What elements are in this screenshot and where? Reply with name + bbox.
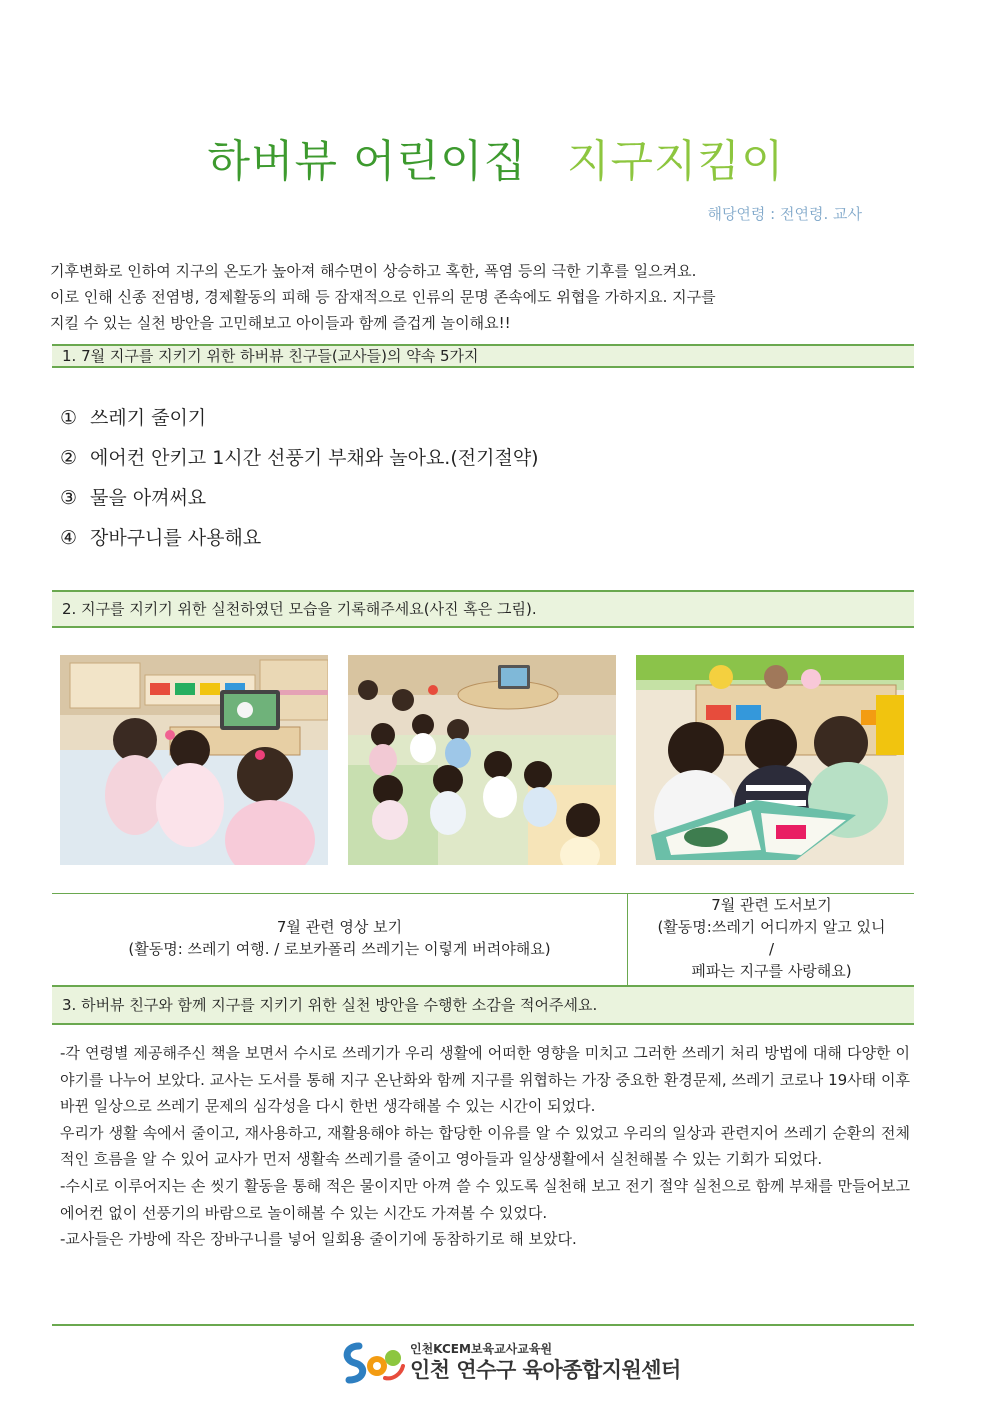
promise-text: 물을 아껴써요 <box>90 487 207 509</box>
promise-item <box>60 482 539 522</box>
photo-captions <box>52 893 914 986</box>
title-daycare-name: 하버뷰 어린이집 <box>207 136 527 187</box>
reflection-text <box>60 1040 910 1253</box>
reflection-paragraph: -교사들은 가방에 작은 장바구니를 넣어 일회용 줄이기에 동참하기로 해 보았다. <box>60 1230 577 1249</box>
caption-book-line: / <box>768 940 775 958</box>
reflection-paragraph: -각 연령별 제공해주신 책을 보면서 수시로 쓰레기가 우리 생활에 어떠한 영향을 미치고 그러한 쓰레기 처리 방법에 대해 다양한 이야기를 나누어 보았다. 교사는 도서를 통해 지구 온난화와 함께 지구를 위협하는 가장 중요한 환경문제, 쓰레기 코로나 19사태 이후 바뀐 일상으로 쓰레기 문제의 심각성을 다시 한번 생각해볼 수 있는 시간이 되었다. <box>60 1044 910 1116</box>
caption-video <box>52 894 628 986</box>
footer-org-large: 인천 연수구 육아종합지원센터 <box>410 1358 681 1382</box>
photo-reading-book <box>636 655 904 865</box>
reflection-paragraph: -수시로 이루어지는 손 씻기 활동을 통해 적은 물이지만 아껴 쓸 수 있도록 실천해 보고 전기 절약 실천으로 함께 부채를 만들어보고 에어컨 없이 선풍기의 바람으로 놀이해볼 수 있는 시간도 가져볼 수 있었다. <box>60 1176 910 1222</box>
caption-video-line: 7월 관련 영상 보기 <box>276 918 403 936</box>
section-2-header: 2. 지구를 지키기 위한 실천하였던 모습을 기록해주세요(사진 혹은 그림). <box>52 590 914 628</box>
promise-item <box>60 442 539 482</box>
intro-line: 이로 인해 신종 전염병, 경제활동의 피해 등 잠재적으로 인류의 문명 존속에도 위협을 가하지요. 지구를 <box>50 288 716 306</box>
photo-watching-video <box>60 655 328 865</box>
intro-line: 기후변화로 인하여 지구의 온도가 높아져 해수면이 상승하고 혹한, 폭염 등의 극한 기후를 일으켜요. <box>50 262 697 280</box>
promise-text: 에어컨 안키고 1시간 선풍기 부채와 놀아요.(전기절약) <box>90 447 539 469</box>
section-3-header: 3. 하버뷰 친구와 함께 지구를 지키기 위한 실천 방안을 수행한 소감을 적어주세요. <box>52 985 914 1025</box>
intro-line: 지킬 수 있는 실천 방안을 고민해보고 아이들과 함께 즐겁게 놀이해요!! <box>50 314 511 332</box>
promise-number: ① <box>60 407 78 429</box>
promise-list <box>60 402 539 562</box>
caption-book <box>629 894 914 986</box>
reflection-paragraph: 우리가 생활 속에서 줄이고, 재사용하고, 재활용해야 하는 합당한 이유를 알 수 있었고 우리의 일상과 관련지어 쓰레기 순환의 전체적인 흐름을 알 수 있어 교사가 먼저 생활속 쓰레기를 줄이고 영아들과 일상생활에서 실천해볼 수 있는 기회가 되었다. <box>60 1123 910 1169</box>
title-earth-keeper: 지구지킴이 <box>566 136 785 187</box>
caption-video-line: (활동명: 쓰레기 여행. / 로보카폴리 쓰레기는 이렇게 버려야해요) <box>128 940 551 958</box>
caption-book-line: 7월 관련 도서보기 <box>711 896 832 914</box>
promise-item <box>60 402 539 442</box>
caption-book-line: 페파는 지구를 사랑해요) <box>691 962 852 980</box>
footer-divider <box>52 1324 914 1326</box>
promise-item <box>60 522 539 562</box>
promise-text: 쓰레기 줄이기 <box>90 407 207 429</box>
age-label: 해당연령 : 전연령. 교사 <box>707 205 862 223</box>
footer-org-small: 인천KCEM보육교사교육원 <box>410 1342 553 1356</box>
caption-book-line: (활동명:쓰레기 어디까지 알고 있니 <box>657 918 886 936</box>
photo-group-watching <box>348 655 616 865</box>
promise-number: ③ <box>60 487 78 509</box>
center-logo-icon <box>337 1340 407 1386</box>
page-title <box>0 125 992 189</box>
promise-number: ④ <box>60 527 78 549</box>
promise-text: 장바구니를 사용해요 <box>90 527 262 549</box>
section-1-header: 1. 7월 지구를 지키기 위한 하버뷰 친구들(교사들)의 약속 5가지 <box>52 344 914 368</box>
promise-number: ② <box>60 447 78 469</box>
intro-text <box>50 258 870 336</box>
